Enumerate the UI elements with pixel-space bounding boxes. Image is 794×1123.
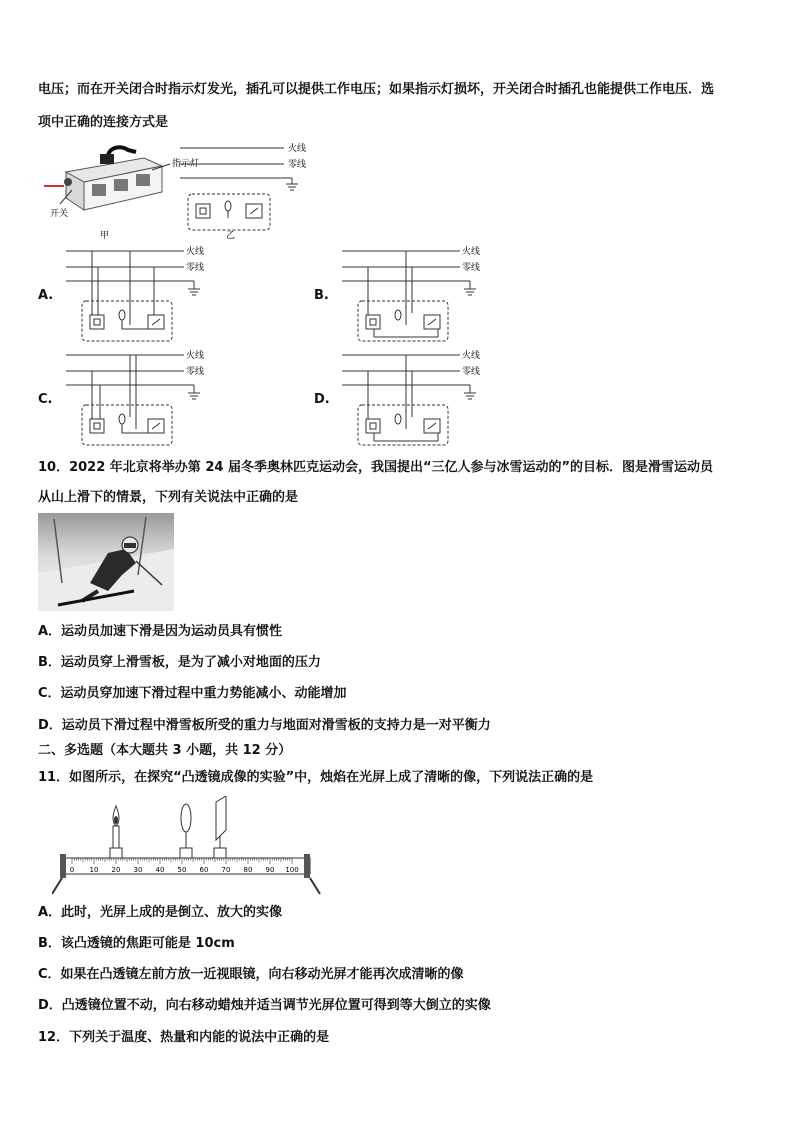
- option-a-neutral-label: 零线: [186, 263, 205, 273]
- tick-label-0: 0: [69, 866, 75, 874]
- q9-option-b-circuit: [338, 243, 498, 345]
- indicator-label: 指示灯: [172, 159, 200, 169]
- switch-label: 开关: [50, 209, 69, 219]
- figure-b-label: 乙: [226, 231, 236, 240]
- option-b-live-label: 火线: [462, 247, 481, 257]
- q11-stem: 11．如图所示，在探究“凸透镜成像的实验”中，烛焰在光屏上成了清晰的像，下列说法正确的是: [38, 770, 594, 785]
- q9-option-b-label: B.: [314, 288, 329, 303]
- q11-option-d: D．凸透镜位置不动，向右移动蜡烛并适当调节光屏位置可得到等大倒立的实像: [38, 998, 491, 1013]
- q11-option-a: A．此时，光屏上成的是倒立、放大的实像: [38, 905, 283, 920]
- tick-label-40: 40: [155, 866, 165, 874]
- q12-stem: 12．下列关于温度、热量和内能的说法中正确的是: [38, 1030, 330, 1045]
- q9-option-a-label: A.: [38, 288, 54, 303]
- candle: [110, 806, 122, 858]
- q9-option-c-label: C.: [38, 392, 53, 407]
- convex-lens: [180, 804, 192, 858]
- option-c-live-label: 火线: [186, 351, 205, 361]
- q10-option-b: B．运动员穿上滑雪板，是为了减小对地面的压力: [38, 655, 321, 670]
- q9-figure-main: [36, 140, 316, 240]
- q9-option-d-label: D.: [314, 392, 330, 407]
- neutral-wire-label: 零线: [288, 160, 307, 170]
- section-2-heading: 二、多选题（本大题共 3 小题，共 12 分）: [38, 743, 292, 758]
- tick-label-10: 10: [89, 866, 99, 874]
- tick-label-100: 100: [285, 866, 299, 874]
- skier-photo: [38, 513, 174, 611]
- q11-option-c: C．如果在凸透镜左前方放一近视眼镜，向右移动光屏才能再次成清晰的像: [38, 967, 464, 982]
- q11-option-b: B．该凸透镜的焦距可能是 10cm: [38, 936, 235, 951]
- option-c-neutral-label: 零线: [186, 367, 205, 377]
- figure-a-label: 甲: [100, 231, 110, 240]
- tick-label-30: 30: [133, 866, 143, 874]
- option-d-live-label: 火线: [462, 351, 481, 361]
- q9-text-line2: 项中正确的连接方式是: [38, 115, 169, 130]
- light-screen: [214, 796, 226, 858]
- power-strip-image: [44, 147, 170, 210]
- q10-text-line1: 10．2022 年北京将举办第 24 届冬季奥林匹克运动会，我国提出“三亿人参与冰雪运动的”的目标．图是滑雪运动员: [38, 460, 714, 475]
- tick-label-70: 70: [221, 866, 231, 874]
- option-b-neutral-label: 零线: [462, 263, 481, 273]
- optical-bench-figure: [52, 796, 322, 898]
- q10-option-a: A．运动员加速下滑是因为运动员具有惯性: [38, 624, 283, 639]
- q10-text-line2: 从山上滑下的情景，下列有关说法中正确的是: [38, 490, 299, 505]
- option-d-neutral-label: 零线: [462, 367, 481, 377]
- tick-label-20: 20: [111, 866, 121, 874]
- tick-label-80: 80: [243, 866, 253, 874]
- q9-text-line1: 电压；而在开关闭合时指示灯发光，插孔可以提供工作电压；如果指示灯损坏，开关闭合时插孔也能提供工作电压．选: [38, 82, 715, 97]
- tick-label-60: 60: [199, 866, 209, 874]
- q9-option-c-circuit: [62, 347, 222, 449]
- tick-label-90: 90: [265, 866, 275, 874]
- q9-option-a-circuit: [62, 243, 222, 345]
- tick-label-50: 50: [177, 866, 187, 874]
- q10-option-c: C．运动员穿加速下滑过程中重力势能减小、动能增加: [38, 686, 347, 701]
- live-wire-label: 火线: [288, 144, 307, 154]
- q9-option-d-circuit: [338, 347, 498, 449]
- q10-option-d: D．运动员下滑过程中滑雪板所受的重力与地面对滑雪板的支持力是一对平衡力: [38, 718, 491, 733]
- option-a-live-label: 火线: [186, 247, 205, 257]
